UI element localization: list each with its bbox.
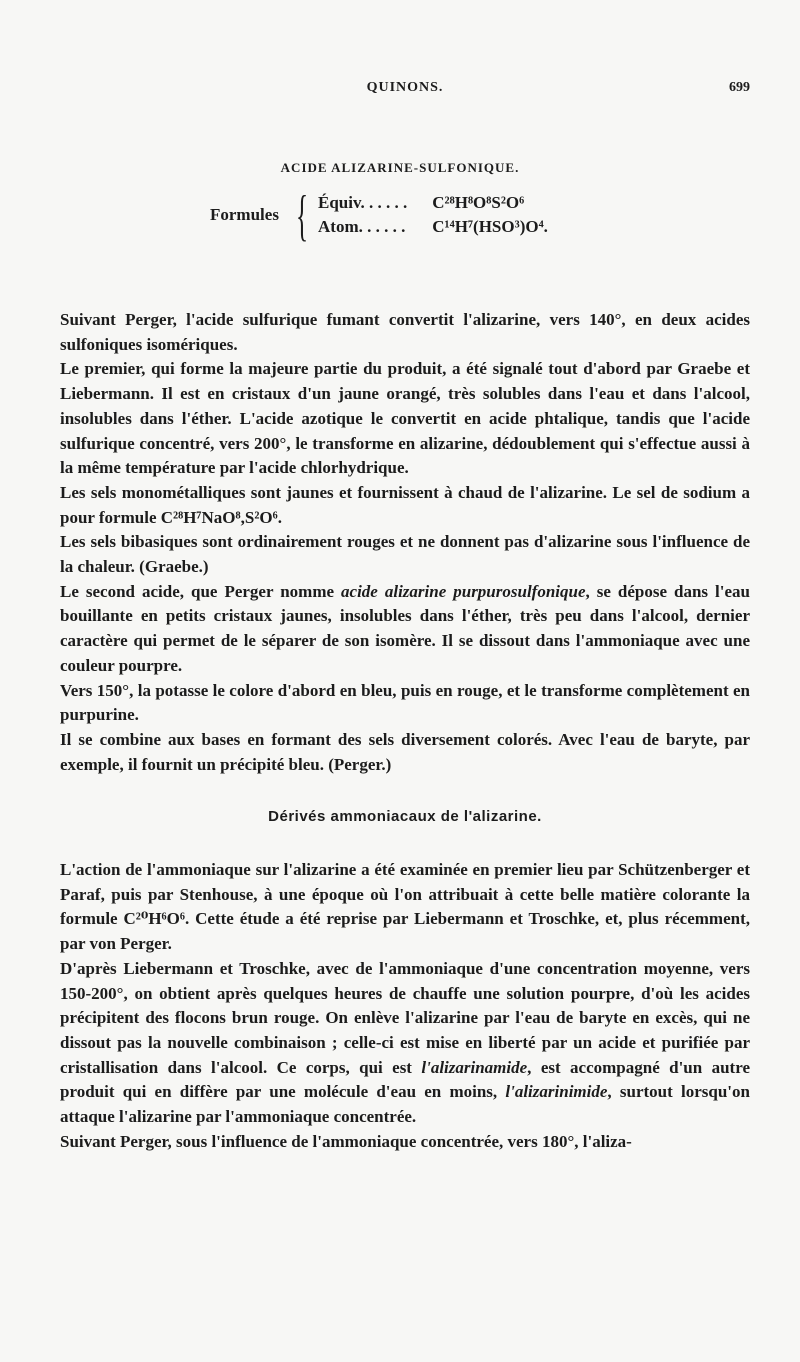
- paragraph: Les sels bibasiques sont ordinairement rouges et ne donnent pas d'alizarine sous l'influence de la chaleur. (Graebe.): [60, 532, 750, 577]
- text-run: , se dépose dans l'eau bouillante en petits cristaux jaunes, insolubles dans l'éther, très peu dans l'alcool, dernier caractère qui permet de le séparer de son isomère. Il se dissout dans l'ammoniaque avec une couleur pourpre.: [60, 581, 750, 675]
- formulas-label: Formules: [210, 205, 279, 224]
- text-run: , surtout lorsqu'on attaque l'alizarine par l'ammoniaque concentrée.: [60, 1082, 750, 1127]
- formula-label: Atom. . . . . .: [318, 217, 406, 236]
- italic-term: l'alizarinamide: [421, 1057, 528, 1077]
- section-title: ACIDE ALIZARINE-SULFONIQUE.: [280, 160, 520, 175]
- running-title: QUINONS.: [366, 80, 444, 95]
- text-run: D'après Liebermann et Troschke, avec de l'ammoniaque d'une concentration moyenne, vers 150-200°, on obtient après quelques heures de chauffe une solution pourpre, d'où les acides précipitent des flocons brun rouge. On enlève l'alizarine par l'eau de baryte en excès, qui ne dissout pas la nouvelle combinaison ; celle-ci est mise en liberté par un acide et purifiée par cristallisation dans l'alcool. Ce corps, qui est: [60, 958, 750, 1077]
- page-number: 699: [729, 80, 750, 95]
- italic-term: l'alizarinimide: [505, 1082, 608, 1102]
- text-run: , est accompagné d'un autre produit qui en diffère par une molécule d'eau en moins,: [60, 1057, 751, 1102]
- running-head: [60, 80, 750, 100]
- sub-heading: Dérivés ammoniacaux de l'alizarine.: [268, 808, 542, 826]
- paragraph: Suivant Perger, sous l'influence de l'ammoniaque concentrée, vers 180°, l'aliza-: [60, 1131, 632, 1151]
- italic-term: acide alizarine purpurosulfonique: [341, 581, 586, 601]
- body-text: [60, 308, 750, 1155]
- formula-label: Équiv. . . . . .: [318, 193, 408, 212]
- formula-row-equiv: [318, 193, 524, 213]
- paragraph: Les sels monométalliques sont jaunes et fournissent à chaud de l'alizarine. Le sel de sodium a pour formule C²⁸H⁷NaO⁸,S²O⁶.: [60, 482, 750, 527]
- paragraph: Suivant Perger, l'acide sulfurique fumant convertit l'alizarine, vers 140°, en deux acides sulfoniques isomériques.: [60, 310, 750, 354]
- formula-value: C¹⁴H⁷(HSO³)O⁴.: [432, 217, 548, 236]
- formula-row-atom: [318, 217, 548, 237]
- paragraph: [60, 580, 750, 679]
- paragraph: [60, 957, 750, 1130]
- brace-icon: {: [296, 185, 309, 247]
- paragraph: Il se combine aux bases en formant des sels diversement colorés. Avec l'eau de baryte, par exemple, il fournit un précipité bleu. (Perger.): [60, 729, 750, 774]
- formula-value: C²⁸H⁸O⁸S²O⁶: [432, 193, 525, 212]
- text-run: Le second acide, que Perger nomme: [60, 581, 342, 601]
- paragraph: Vers 150°, la potasse le colore d'abord en bleu, puis en rouge, et le transforme complètement en purpurine.: [60, 680, 750, 725]
- paragraph: Le premier, qui forme la majeure partie du produit, a été signalé tout d'abord par Graebe et Liebermann. Il est en cristaux d'un jaune orangé, très solubles dans l'eau et dans l'alcool, insolubles dans l'éther. L'acide azotique le convertit en acide phtalique, tandis que l'acide sulfurique concentré, vers 200°, le transforme en alizarine, dédoublement qui s'effectue aussi à la même température par l'acide chlorhydrique.: [60, 359, 750, 478]
- paragraph: L'action de l'ammoniaque sur l'alizarine a été examinée en premier lieu par Schützenberger et Paraf, puis par Stenhouse, à une époque où l'on attribuait à cette belle matière colorante la formule C²⁰H⁶O⁶. Cette étude a été reprise par Liebermann et Troschke, et, plus récemment, par von Perger.: [60, 860, 750, 954]
- formulas-block: [210, 185, 610, 248]
